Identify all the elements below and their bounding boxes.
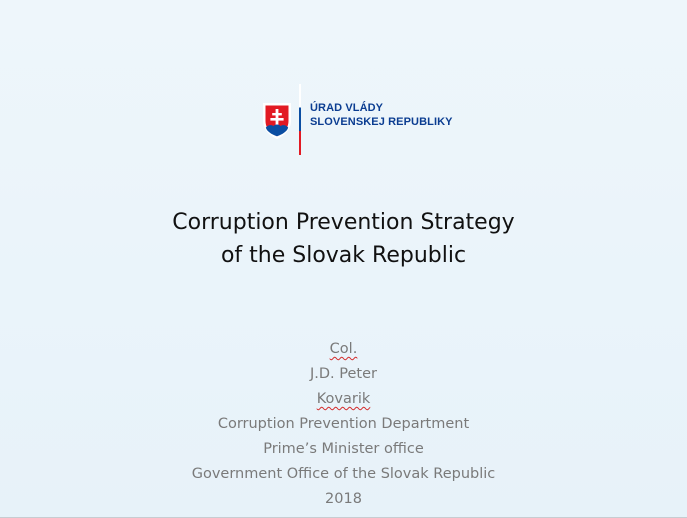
slide-title bbox=[0, 206, 687, 272]
title-line-1: Corruption Prevention Strategy bbox=[172, 210, 515, 235]
presenter-name: J.D. Peter bbox=[310, 366, 377, 382]
presenter-department: Corruption Prevention Department bbox=[217, 416, 470, 432]
logo-text bbox=[310, 101, 453, 129]
presenter-info bbox=[0, 337, 687, 512]
presenter-office: Prime’s Minister office bbox=[263, 441, 424, 457]
slovak-coat-of-arms-icon bbox=[262, 103, 292, 139]
presenter-surname: Kovarik bbox=[316, 391, 371, 407]
presenter-rank: Col. bbox=[329, 341, 358, 357]
tricolor-divider bbox=[299, 84, 301, 155]
logo-line-1: ÚRAD VLÁDY bbox=[310, 102, 384, 114]
logo-line-2: SLOVENSKEJ REPUBLIKY bbox=[310, 116, 453, 128]
presentation-year: 2018 bbox=[325, 491, 362, 507]
presenter-organization: Government Office of the Slovak Republic bbox=[191, 466, 496, 482]
government-office-logo bbox=[262, 84, 462, 156]
presenter-name-line bbox=[0, 337, 687, 412]
title-line-2: of the Slovak Republic bbox=[220, 243, 467, 268]
